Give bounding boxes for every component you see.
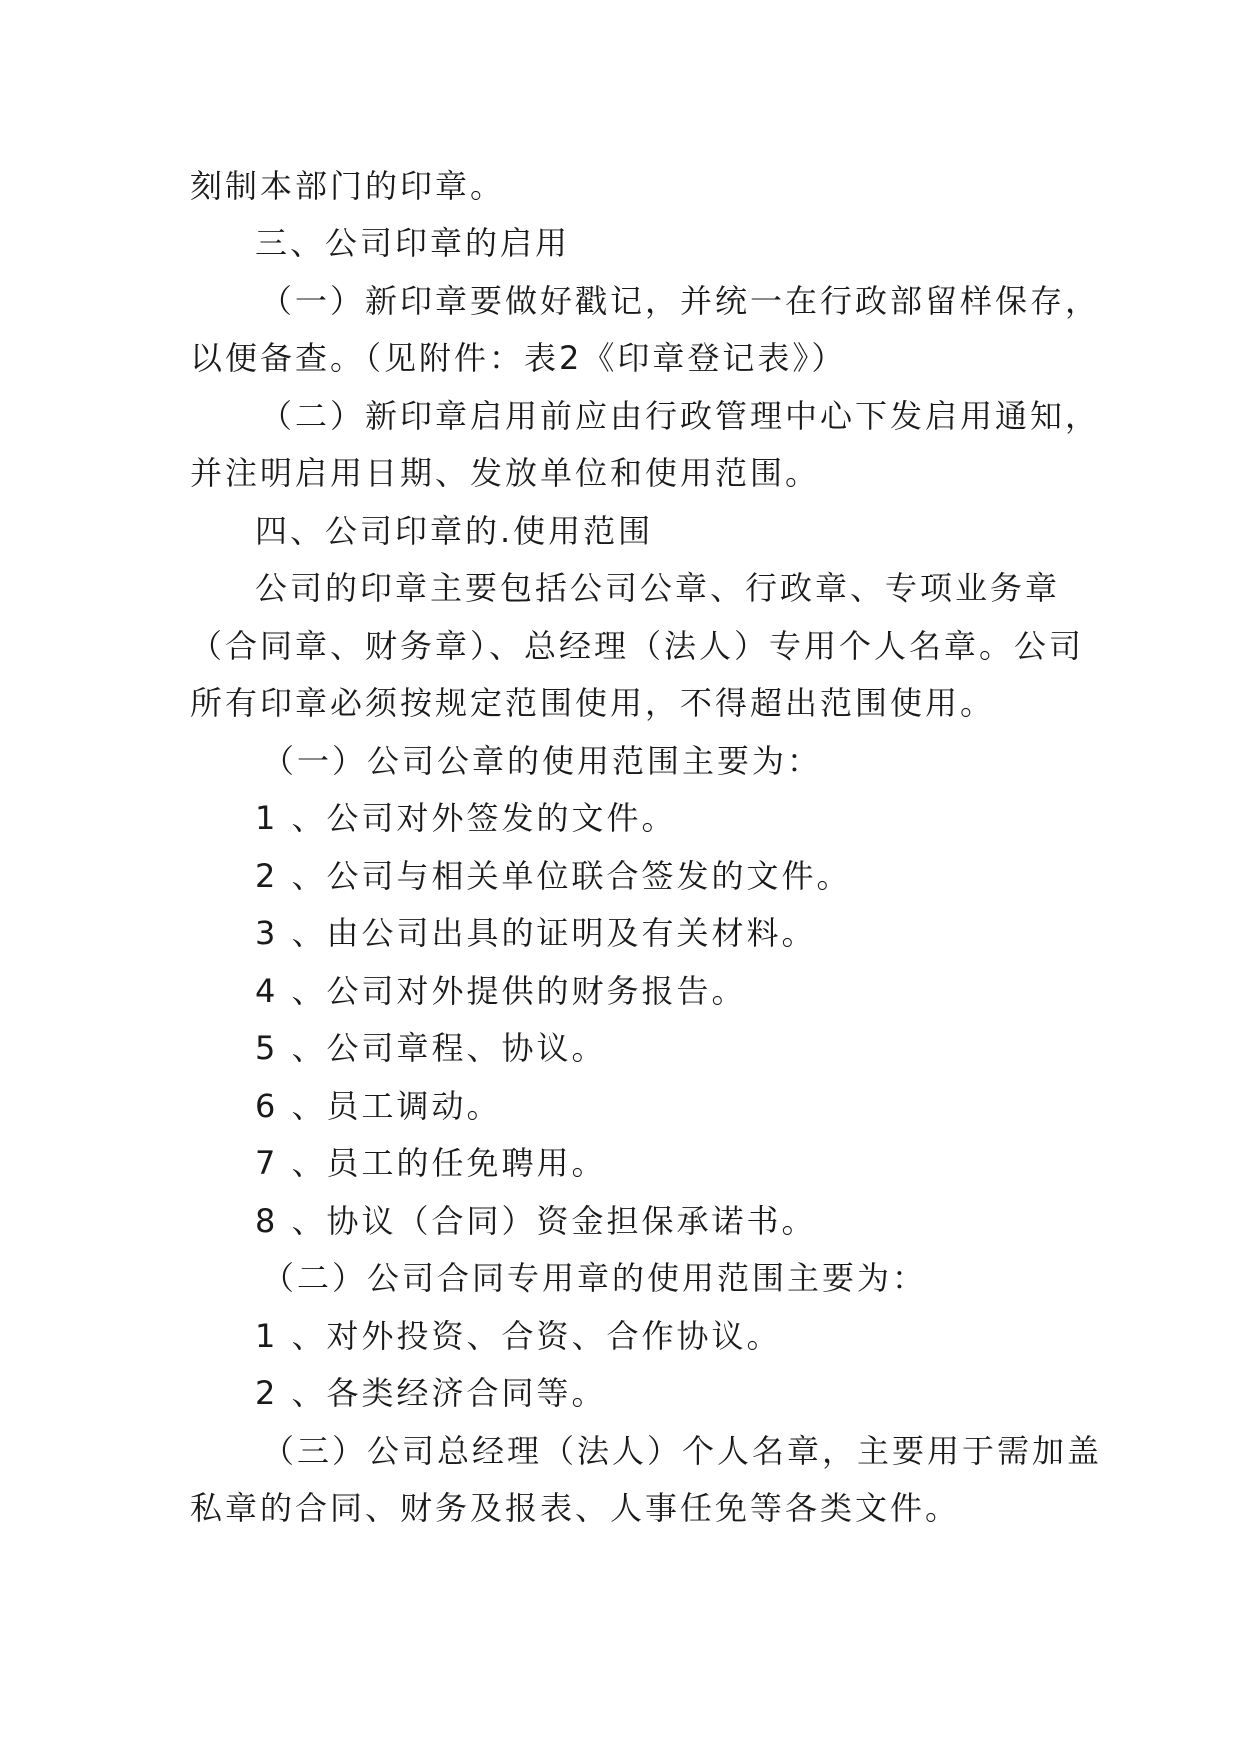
text-line: （合同章、财务章）、总经理（法人）专用个人名章。公司 bbox=[190, 627, 1085, 665]
section-heading: 三、公司印章的启用 bbox=[255, 224, 571, 262]
text-line: （三）公司总经理（法人）个人名章，主要用于需加盖 bbox=[262, 1432, 1103, 1470]
list-item: 1 、对外投资、合资、合作协议。 bbox=[255, 1317, 782, 1355]
list-item: 6 、员工调动。 bbox=[255, 1087, 502, 1125]
text-line: 并注明启用日期、发放单位和使用范围。 bbox=[190, 454, 821, 492]
list-item: 2 、公司与相关单位联合签发的文件。 bbox=[255, 857, 852, 895]
text-line: 私章的合同、财务及报表、人事任免等各类文件。 bbox=[190, 1489, 961, 1527]
list-item: 7 、员工的任免聘用。 bbox=[255, 1144, 607, 1182]
text-line: 公司的印章主要包括公司公章、行政章、专项业务章 bbox=[255, 569, 1061, 607]
text-line: 所有印章必须按规定范围使用，不得超出范围使用。 bbox=[190, 684, 996, 722]
subsection-heading: （一）公司公章的使用范围主要为： bbox=[262, 742, 823, 780]
list-item: 4 、公司对外提供的财务报告。 bbox=[255, 972, 747, 1010]
text-line: 刻制本部门的印章。 bbox=[190, 167, 506, 205]
subsection-heading: （二）公司合同专用章的使用范围主要为： bbox=[262, 1259, 928, 1297]
section-heading: 四、公司印章的.使用范围 bbox=[255, 512, 654, 550]
list-item: 8 、协议（合同）资金担保承诺书。 bbox=[255, 1202, 817, 1240]
text-line: 以便备查。（见附件：表2《印章登记表》） bbox=[190, 339, 847, 377]
list-item: 1 、公司对外签发的文件。 bbox=[255, 799, 677, 837]
list-item: 3 、由公司出具的证明及有关材料。 bbox=[255, 914, 817, 952]
list-item: 2 、各类经济合同等。 bbox=[255, 1374, 607, 1412]
text-line: （二）新印章启用前应由行政管理中心下发启用通知， bbox=[260, 397, 1101, 435]
list-item: 5 、公司章程、协议。 bbox=[255, 1029, 607, 1067]
text-line: （一）新印章要做好戳记，并统一在行政部留样保存， bbox=[260, 282, 1101, 320]
